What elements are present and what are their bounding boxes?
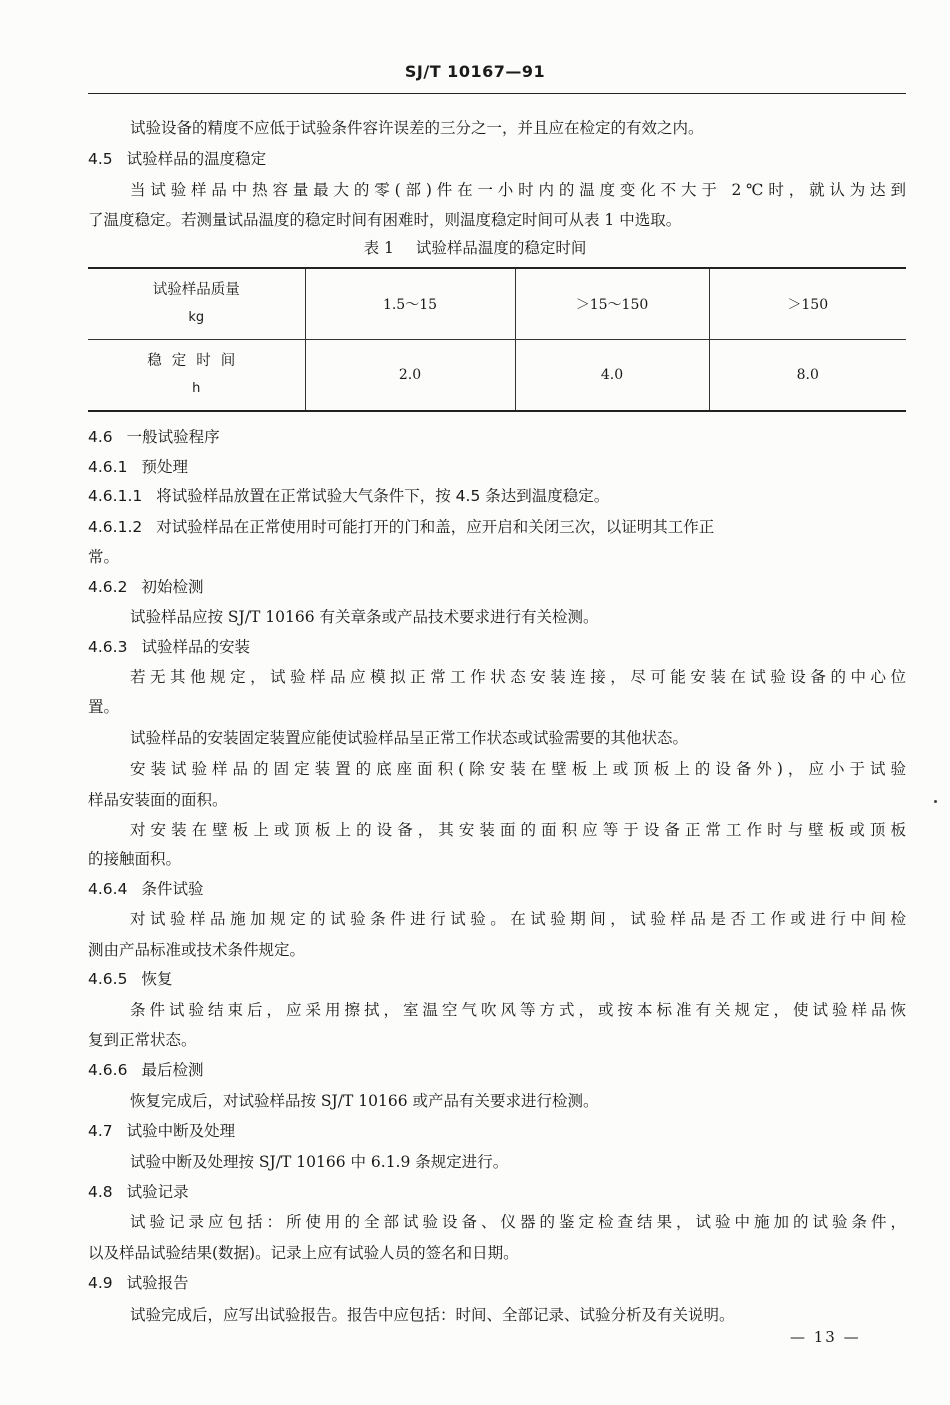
section-title: 试验报告 bbox=[126, 1274, 189, 1292]
section-title: 最后检测 bbox=[141, 1061, 204, 1079]
paragraph-line: 了温度稳定。若测量试品温度的稳定时间有困难时，则温度稳定时间可从表 1 中选取。 bbox=[88, 211, 682, 229]
section-title: 一般试验程序 bbox=[126, 428, 220, 446]
section-title: 试验中断及处理 bbox=[126, 1122, 236, 1140]
section-heading-4-6-1-2 bbox=[88, 514, 906, 540]
section-title: 恢复 bbox=[141, 970, 173, 988]
section-number: 4.8 bbox=[88, 1183, 113, 1201]
paragraph-line: 的接触面积。 bbox=[88, 850, 182, 868]
section-heading-4-5 bbox=[88, 146, 906, 172]
section-number: 4.6.1.1 bbox=[88, 487, 143, 505]
section-text: 对试验样品在正常使用时可能打开的门和盖，应开启和关闭三次，以证明其工作正 bbox=[156, 518, 715, 536]
paragraph-line: 以及样品试验结果(数据)。记录上应有试验人员的签名和日期。 bbox=[88, 1244, 519, 1262]
paragraph-line: 置。 bbox=[88, 698, 120, 716]
section-heading-4-7 bbox=[88, 1118, 906, 1144]
table-row-header bbox=[88, 340, 305, 412]
section-title: 试验样品的温度稳定 bbox=[126, 150, 267, 168]
section-number: 4.6 bbox=[88, 428, 113, 446]
section-heading-4-6-1-1 bbox=[88, 483, 906, 509]
paragraph-line: 当试验样品中热容量最大的零(部)件在一小时内的温度变化不大于 2℃时，就认为达到 bbox=[130, 181, 906, 199]
paragraph-line: 对安装在壁板上或顶板上的设备，其安装面的面积应等于设备正常工作时与壁板或顶板 bbox=[130, 821, 906, 839]
paragraph-line: 测由产品标准或技术条件规定。 bbox=[88, 941, 306, 959]
section-number: 4.6.1.2 bbox=[88, 518, 143, 536]
section-heading-4-9 bbox=[88, 1270, 906, 1296]
stabilization-time-table bbox=[88, 267, 906, 412]
paragraph-line: 条件试验结束后，应采用擦拭，室温空气吹风等方式，或按本标准有关规定，使试验样品恢 bbox=[130, 1001, 906, 1019]
section-title: 试验样品的安装 bbox=[141, 638, 250, 656]
standard-code-header: SJ/T 10167—91 bbox=[404, 62, 546, 81]
table-cell: 2.0 bbox=[305, 340, 515, 412]
paragraph-line: 安装试验样品的固定装置的底座面积(除安装在壁板上或顶板上的设备外)，应小于试验 bbox=[130, 760, 906, 778]
paragraph-line: 复到正常状态。 bbox=[88, 1031, 197, 1049]
paragraph-line: 试验样品应按 SJ/T 10166 有关章条或产品技术要求进行有关检测。 bbox=[130, 608, 599, 626]
section-heading-4-6-6 bbox=[88, 1057, 906, 1083]
section-title: 条件试验 bbox=[141, 880, 204, 898]
paragraph-line: 试验设备的精度不应低于试验条件容许误差的三分之一，并且应在检定的有效之内。 bbox=[130, 119, 704, 137]
section-title: 初始检测 bbox=[141, 578, 204, 596]
section-number: 4.6.2 bbox=[88, 578, 128, 596]
section-number: 4.7 bbox=[88, 1122, 113, 1140]
paragraph-line: 若无其他规定，试验样品应模拟正常工作状态安装连接，尽可能安装在试验设备的中心位 bbox=[130, 668, 906, 686]
paragraph-line: 常。 bbox=[88, 548, 120, 566]
time-unit: h bbox=[192, 381, 201, 396]
mass-label: 试验样品质量 bbox=[152, 282, 240, 298]
paragraph-line: 对试验样品施加规定的试验条件进行试验。在试验期间，试验样品是否工作或进行中间检 bbox=[130, 910, 906, 928]
table-caption bbox=[0, 235, 950, 261]
section-number: 4.6.6 bbox=[88, 1061, 128, 1079]
section-heading-4-6 bbox=[88, 424, 906, 450]
section-heading-4-6-1 bbox=[88, 454, 906, 480]
section-heading-4-6-2 bbox=[88, 574, 906, 600]
table-caption-title: 试验样品温度的稳定时间 bbox=[415, 239, 587, 257]
paragraph-line: 试验完成后，应写出试验报告。报告中应包括：时间、全部记录、试验分析及有关说明。 bbox=[130, 1306, 735, 1324]
table-cell: 8.0 bbox=[709, 340, 906, 412]
table-row bbox=[88, 268, 906, 340]
section-heading-4-6-5 bbox=[88, 966, 906, 992]
section-title: 预处理 bbox=[141, 458, 188, 476]
table-row-header bbox=[88, 268, 305, 340]
section-number: 4.9 bbox=[88, 1274, 113, 1292]
section-heading-4-6-3 bbox=[88, 634, 906, 660]
section-heading-4-6-4 bbox=[88, 876, 906, 902]
table-cell: ＞150 bbox=[709, 268, 906, 340]
table-cell: ＞15～150 bbox=[515, 268, 709, 340]
paragraph-line: 试验记录应包括：所使用的全部试验设备、仪器的鉴定检查结果，试验中施加的试验条件， bbox=[130, 1213, 906, 1231]
scan-speck bbox=[934, 800, 937, 803]
table-row bbox=[88, 340, 906, 412]
time-label: 稳定时间 bbox=[147, 353, 246, 369]
page-number: — 13 — bbox=[790, 1328, 861, 1346]
table-caption-label: 表 1 bbox=[363, 239, 394, 257]
paragraph-line: 试验中断及处理按 SJ/T 10166 中 6.1.9 条规定进行。 bbox=[130, 1153, 509, 1171]
paragraph-line: 样品安装面的面积。 bbox=[88, 791, 228, 809]
section-number: 4.6.1 bbox=[88, 458, 128, 476]
section-title: 试验记录 bbox=[126, 1183, 189, 1201]
mass-unit: kg bbox=[188, 310, 205, 325]
section-heading-4-8 bbox=[88, 1179, 906, 1205]
table-cell: 4.0 bbox=[515, 340, 709, 412]
paragraph-line: 恢复完成后，对试验样品按 SJ/T 10166 或产品有关要求进行检测。 bbox=[130, 1092, 599, 1110]
section-number: 4.6.3 bbox=[88, 638, 128, 656]
table-cell: 1.5～15 bbox=[305, 268, 515, 340]
section-text: 将试验样品放置在正常试验大气条件下，按 4.5 条达到温度稳定。 bbox=[156, 487, 610, 505]
section-number: 4.5 bbox=[88, 150, 113, 168]
paragraph-line: 试验样品的安装固定装置应能使试验样品呈正常工作状态或试验需要的其他状态。 bbox=[130, 729, 689, 747]
header-rule bbox=[88, 93, 906, 94]
section-number: 4.6.4 bbox=[88, 880, 128, 898]
section-number: 4.6.5 bbox=[88, 970, 128, 988]
